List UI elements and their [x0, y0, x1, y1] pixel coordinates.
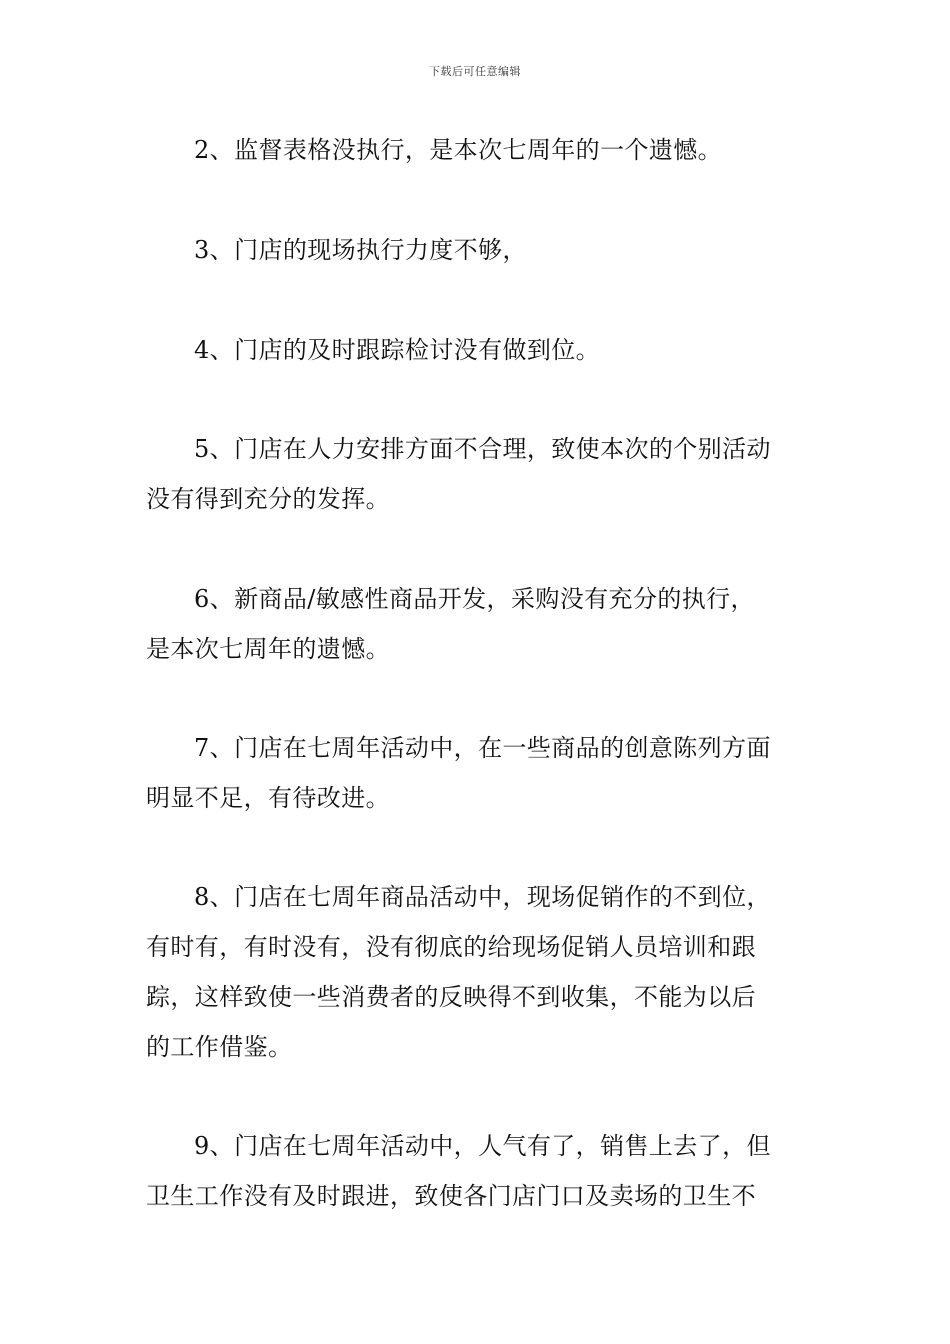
- paragraph-5-line-1: 5、门店在人力安排方面不合理，致使本次的个别活动: [194, 435, 771, 463]
- paragraph-9-line-1: 9、门店在七周年活动中，人气有了，销售上去了，但: [194, 1132, 771, 1160]
- paragraph-3-line-1: 3、门店的现场执行力度不够，: [194, 236, 527, 264]
- paragraph-6-line-2: 是本次七周年的遗憾。: [146, 635, 390, 663]
- page-header: 下载后可任意编辑: [429, 65, 521, 78]
- paragraph-6-line-1: 6、新商品/敏感性商品开发，采购没有充分的执行，: [194, 585, 755, 613]
- paragraph-8-line-4: 的工作借鉴。: [146, 1033, 293, 1061]
- paragraph-5-line-2: 没有得到充分的发挥。: [146, 485, 390, 513]
- paragraph-7-line-2: 明显不足，有待改进。: [146, 784, 390, 812]
- paragraph-9-line-2: 卫生工作没有及时跟进，致使各门店门口及卖场的卫生不: [146, 1182, 756, 1210]
- paragraph-2-line-1: 2、监督表格没执行，是本次七周年的一个遗憾。: [194, 136, 723, 164]
- paragraph-8-line-3: 踪，这样致使一些消费者的反映得不到收集，不能为以后: [146, 983, 756, 1011]
- paragraph-7-line-1: 7、门店在七周年活动中，在一些商品的创意陈列方面: [194, 734, 771, 762]
- paragraph-8-line-2: 有时有，有时没有，没有彻底的给现场促销人员培训和跟: [146, 933, 756, 961]
- paragraph-8-line-1: 8、门店在七周年商品活动中，现场促销作的不到位，: [194, 883, 771, 911]
- paragraph-4-line-1: 4、门店的及时跟踪检讨没有做到位。: [194, 336, 601, 364]
